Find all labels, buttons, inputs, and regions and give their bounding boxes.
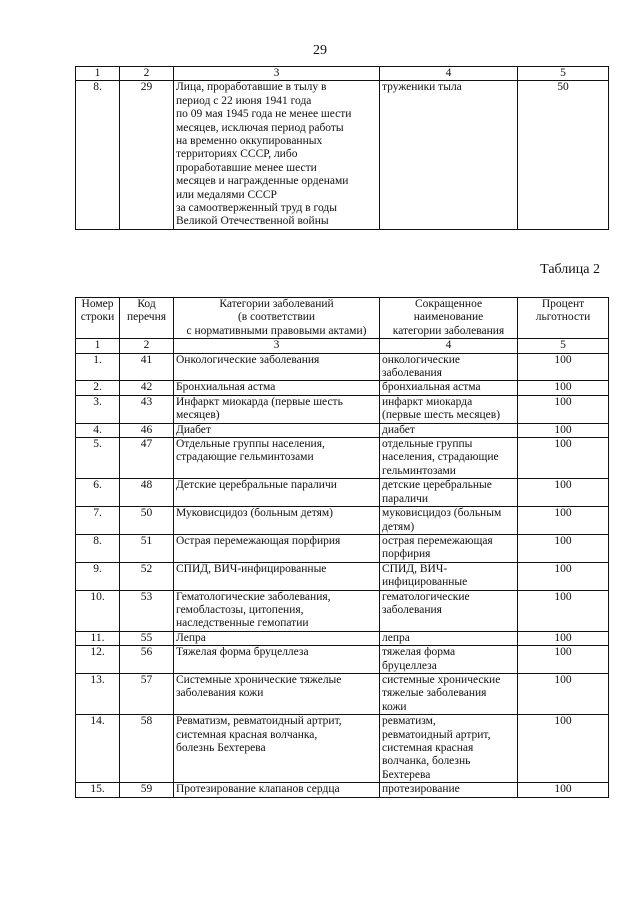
header-percent: Процент льготности <box>518 298 609 339</box>
category-text: Онкологические заболевания <box>174 353 380 381</box>
table-row <box>76 646 609 674</box>
short-name: детские церебральные параличи <box>380 479 518 507</box>
row-number: 6. <box>76 479 120 507</box>
percent-value: 100 <box>518 562 609 590</box>
table-row <box>76 562 609 590</box>
percent-value: 100 <box>518 590 609 631</box>
category-text: СПИД, ВИЧ-инфицированные <box>174 562 380 590</box>
short-name: СПИД, ВИЧ- инфицированные <box>380 562 518 590</box>
row-number: 13. <box>76 673 120 714</box>
row-number: 9. <box>76 562 120 590</box>
row-number: 7. <box>76 507 120 535</box>
percent-value: 50 <box>518 81 609 229</box>
table-row <box>76 353 609 381</box>
column-number: 1 <box>76 339 120 353</box>
page-number: 29 <box>313 43 327 58</box>
row-number: 15. <box>76 783 120 797</box>
percent-value: 100 <box>518 438 609 479</box>
list-code: 51 <box>120 534 174 562</box>
percent-value: 100 <box>518 631 609 645</box>
table-row <box>76 715 609 783</box>
category-text: Лепра <box>174 631 380 645</box>
short-name: муковисцидоз (больным детям) <box>380 507 518 535</box>
list-code: 46 <box>120 423 174 437</box>
short-name: тяжелая форма бруцеллеза <box>380 646 518 674</box>
row-number: 8. <box>76 534 120 562</box>
short-name: протезирование <box>380 783 518 797</box>
row-number: 10. <box>76 590 120 631</box>
row-number: 12. <box>76 646 120 674</box>
list-code: 59 <box>120 783 174 797</box>
list-code: 29 <box>120 81 174 229</box>
list-code: 50 <box>120 507 174 535</box>
percent-value: 100 <box>518 534 609 562</box>
column-number: 4 <box>380 67 518 81</box>
category-text: Отдельные группы населения, страдающие гельминтозами <box>174 438 380 479</box>
short-name: отдельные группы населения, страдающие гельминтозами <box>380 438 518 479</box>
category-text: Инфаркт миокарда (первые шесть месяцев) <box>174 395 380 423</box>
category-text: Тяжелая форма бруцеллеза <box>174 646 380 674</box>
list-code: 55 <box>120 631 174 645</box>
column-number: 2 <box>120 67 174 81</box>
percent-value: 100 <box>518 646 609 674</box>
list-code: 47 <box>120 438 174 479</box>
short-name: диабет <box>380 423 518 437</box>
column-number-row <box>76 67 609 81</box>
column-number: 4 <box>380 339 518 353</box>
header-code: Код перечня <box>120 298 174 339</box>
table-row <box>76 438 609 479</box>
short-name: онкологические заболевания <box>380 353 518 381</box>
column-number: 3 <box>174 339 380 353</box>
continuation-table <box>75 66 609 230</box>
row-number: 4. <box>76 423 120 437</box>
table-row <box>76 590 609 631</box>
percent-value: 100 <box>518 507 609 535</box>
list-code: 52 <box>120 562 174 590</box>
list-code: 41 <box>120 353 174 381</box>
table-row <box>76 673 609 714</box>
category-text: Диабет <box>174 423 380 437</box>
row-number: 1. <box>76 353 120 381</box>
short-name: бронхиальная астма <box>380 381 518 395</box>
table-row <box>76 507 609 535</box>
table-row <box>76 423 609 437</box>
category-text: Лица, проработавшие в тылу в период с 22 июня 1941 года по 09 мая 1945 года не менее шести месяцев, исключая период работы на временно оккупированных территориях СССР, либо проработавшие менее шести месяцев и награжденные орденами или медалями СССР за самоотверженный труд в годы Великой Отечественной войны <box>174 81 380 229</box>
list-code: 58 <box>120 715 174 783</box>
percent-value: 100 <box>518 783 609 797</box>
column-number-row <box>76 339 609 353</box>
short-name: лепра <box>380 631 518 645</box>
category-text: Бронхиальная астма <box>174 381 380 395</box>
column-number: 5 <box>518 339 609 353</box>
list-code: 48 <box>120 479 174 507</box>
list-code: 43 <box>120 395 174 423</box>
diseases-table <box>75 297 609 798</box>
table-row <box>76 81 609 229</box>
row-number: 5. <box>76 438 120 479</box>
column-number: 3 <box>174 67 380 81</box>
category-text: Системные хронические тяжелые заболевания кожи <box>174 673 380 714</box>
row-number: 11. <box>76 631 120 645</box>
short-name: ревматизм, ревматоидный артрит, системная красная волчанка, болезнь Бехтерева <box>380 715 518 783</box>
list-code: 57 <box>120 673 174 714</box>
category-text: Протезирование клапанов сердца <box>174 783 380 797</box>
table-caption: Таблица 2 <box>540 262 600 277</box>
percent-value: 100 <box>518 353 609 381</box>
header-short-name: Сокращенное наименование категории заболевания <box>380 298 518 339</box>
percent-value: 100 <box>518 381 609 395</box>
row-number: 14. <box>76 715 120 783</box>
percent-value: 100 <box>518 395 609 423</box>
category-text: Муковисцидоз (больным детям) <box>174 507 380 535</box>
header-row-number: Номер строки <box>76 298 120 339</box>
row-number: 8. <box>76 81 120 229</box>
short-name: системные хронические тяжелые заболевания кожи <box>380 673 518 714</box>
list-code: 42 <box>120 381 174 395</box>
header-row <box>76 298 609 339</box>
short-name: инфаркт миокарда (первые шесть месяцев) <box>380 395 518 423</box>
percent-value: 100 <box>518 715 609 783</box>
percent-value: 100 <box>518 479 609 507</box>
category-text: Ревматизм, ревматоидный артрит, системная красная волчанка, болезнь Бехтерева <box>174 715 380 783</box>
category-text: Острая перемежающая порфирия <box>174 534 380 562</box>
table-row <box>76 631 609 645</box>
row-number: 3. <box>76 395 120 423</box>
table-row <box>76 534 609 562</box>
table-row <box>76 381 609 395</box>
table-row <box>76 395 609 423</box>
diseases-table-body <box>76 353 609 797</box>
column-number: 2 <box>120 339 174 353</box>
table-row <box>76 479 609 507</box>
column-number: 5 <box>518 67 609 81</box>
short-name: острая перемежающая порфирия <box>380 534 518 562</box>
percent-value: 100 <box>518 673 609 714</box>
list-code: 56 <box>120 646 174 674</box>
column-number: 1 <box>76 67 120 81</box>
short-name: гематологические заболевания <box>380 590 518 631</box>
percent-value: 100 <box>518 423 609 437</box>
short-name: труженики тыла <box>380 81 518 229</box>
category-text: Детские церебральные параличи <box>174 479 380 507</box>
category-text: Гематологические заболевания, гемобластозы, цитопения, наследственные гемопатии <box>174 590 380 631</box>
row-number: 2. <box>76 381 120 395</box>
list-code: 53 <box>120 590 174 631</box>
table-row <box>76 783 609 797</box>
header-category: Категории заболеваний (в соответствии с нормативными правовыми актами) <box>174 298 380 339</box>
